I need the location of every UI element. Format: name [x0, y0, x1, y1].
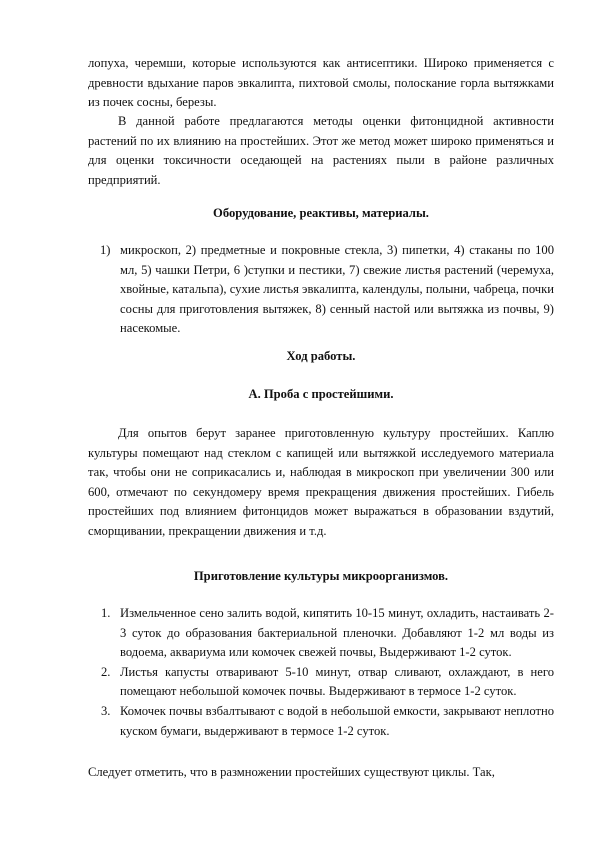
paragraph-experiment: Для опытов берут заранее приготовленную культуру простейших. Каплю культуры помещают над стеклом с капищей или вытяжкой исследуемого материала так, чтобы они не соприкасались и, наблюдая в микроскоп при увеличении 300 или 600, отмечают по секундомеру время прекращения движения простейших. Гибель простейших под влиянием фитонцидов может выражаться в образовании вздутий, сморщивании, прекращении движения и т.д.: [88, 426, 554, 538]
list-item: [100, 241, 554, 339]
heading-section-a: А. Проба с простейшими.: [248, 387, 394, 401]
list-item-number: 2.: [101, 664, 111, 679]
list-item-text: Комочек почвы взбалтывают с водой в небольшой емкости, закрывают неплотно куском бумаги, выдерживают в термосе 1-2 суток.: [120, 703, 554, 738]
paragraph-intro: лопуха, черемши, которые используются как антисептики. Широко применяется с древности вдыхание паров эвкалипта, пихтовой смолы, полоскание горла вытяжками из почек сосны, березы.: [88, 56, 554, 110]
list-item-text: Листья капусты отваривают 5-10 минут, отвар сливают, охлаждают, в него помещают небольшой комочек почвы. Выдерживают в термосе 1-2 суток.: [120, 664, 554, 699]
list-item-text: микроскоп, 2) предметные и покровные стекла, 3) пипетки, 4) стаканы по 100 мл, 5) чашки Петри, 6 )ступки и пестики, 7) свежие листья растений (черемуха, хвойные, катальпа), сухие листья эвкалипта, календулы, полыни, чабреца, почки сосны для приготовления вытяжек, 8) сенный настой или вытяжка из почвы, 9) насекомые.: [120, 243, 554, 336]
list-item: [101, 663, 554, 702]
heading-culture: Приготовление культуры микроорганизмов.: [193, 569, 449, 583]
list-item-number: 1.: [101, 606, 111, 620]
list-item: [101, 702, 554, 741]
heading-equipment: Оборудование, реактивы, материалы.: [213, 206, 429, 220]
heading-procedure: Ход работы.: [286, 349, 356, 363]
culture-list: [101, 604, 554, 741]
list-item: [101, 604, 554, 663]
list-item-text: Измельченное сено залить водой, кипятить 10-15 минут, охладить, настаивать 2-3 суток до образования бактериальной пленочки. Добавляют 1-2 мл воды из водоема, аквариума или комочек свежей почвы, Выдерживают 1-2 суток.: [120, 606, 554, 660]
list-item-number: 3.: [101, 703, 111, 718]
list-item-number: 1): [100, 243, 111, 257]
paragraph-method: В данной работе предлагаются методы оценки фитонцидной активности растений по их влиянию на простейших. Этот же метод может широко применяться и для оценки токсичности оседающей на растениях пыли в районе различных предприятий.: [88, 114, 554, 187]
paragraph-closing: Следует отметить, что в размножении простейших существуют циклы. Так,: [88, 765, 495, 779]
equipment-list: [100, 241, 554, 339]
